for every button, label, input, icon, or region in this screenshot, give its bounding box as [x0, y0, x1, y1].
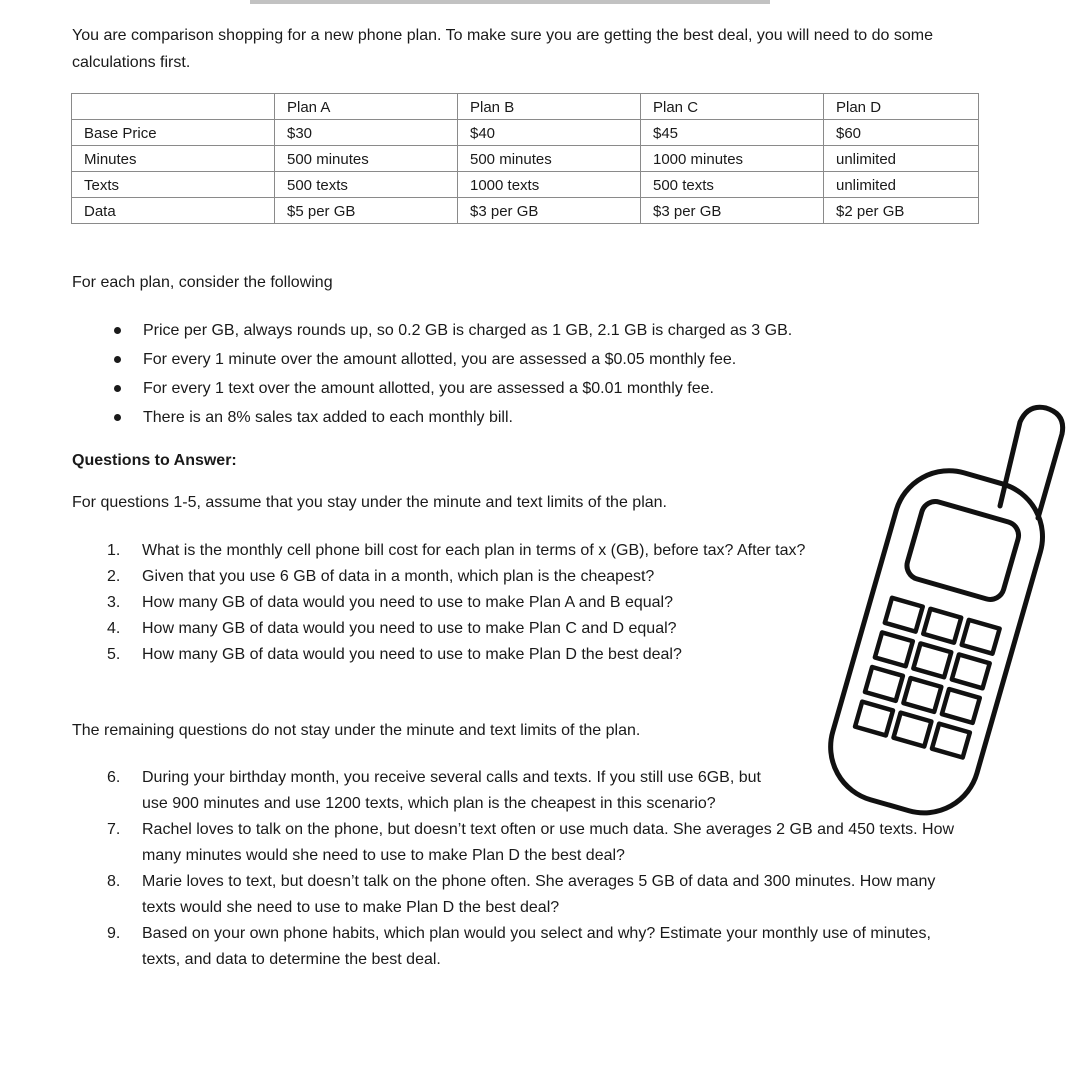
table-header-row — [72, 94, 979, 120]
question-number: 5. — [107, 646, 121, 663]
cutoff-title-fragment — [250, 0, 770, 4]
cell-phone-illustration — [810, 398, 1080, 828]
phone-screen — [904, 498, 1022, 602]
question-number: 7. — [107, 821, 121, 838]
table-row — [72, 146, 979, 172]
question-item — [107, 538, 827, 564]
table-cell: 1000 minutes — [641, 146, 824, 172]
question-number: 9. — [107, 925, 121, 942]
table-cell: unlimited — [824, 172, 979, 198]
table-cell: $40 — [458, 120, 641, 146]
questions-list-1-5 — [107, 538, 837, 668]
table-row — [72, 172, 979, 198]
table-cell: unlimited — [824, 146, 979, 172]
question-text: How many GB of data would you need to use to make Plan A and B equal? — [142, 594, 674, 611]
table-cell: $2 per GB — [824, 198, 979, 224]
table-cell: $5 per GB — [275, 198, 458, 224]
table-cell: 500 minutes — [275, 146, 458, 172]
table-header-cell: Plan B — [458, 94, 641, 120]
question-number: 2. — [107, 568, 121, 585]
question-item — [107, 616, 837, 642]
rule-item: For every 1 text over the amount allotted, you are assessed a $0.01 monthly fee. — [108, 374, 792, 403]
question-item — [107, 642, 837, 668]
question-text: How many GB of data would you need to use to make Plan D the best deal? — [142, 646, 682, 663]
table-cell: $45 — [641, 120, 824, 146]
table-cell: $3 per GB — [641, 198, 824, 224]
table-cell: $60 — [824, 120, 979, 146]
rule-item: Price per GB, always rounds up, so 0.2 GB is charged as 1 GB, 2.1 GB is charged as 3 GB. — [108, 316, 792, 345]
questions-note-1-5: For questions 1-5, assume that you stay under the minute and text limits of the plan. — [72, 494, 667, 511]
table-row — [72, 198, 979, 224]
question-text: Given that you use 6 GB of data in a month, which plan is the cheapest? — [142, 568, 655, 585]
question-number: 4. — [107, 620, 121, 637]
question-text: Based on your own phone habits, which plan would you select and why? Estimate your monthly use of minutes, texts, and data to determine the best deal. — [142, 925, 931, 968]
table-cell: $3 per GB — [458, 198, 641, 224]
question-text: Rachel loves to talk on the phone, but doesn’t text often or use much data. She averages 2 GB and 450 texts. How many minutes would she need to use to make Plan D the best deal? — [142, 821, 955, 864]
question-number: 3. — [107, 594, 121, 611]
question-item — [107, 590, 837, 616]
question-number: 1. — [107, 542, 121, 559]
table-cell: 500 minutes — [458, 146, 641, 172]
table-cell: Minutes — [72, 146, 275, 172]
question-item — [107, 869, 972, 921]
table-cell: 500 texts — [641, 172, 824, 198]
table-cell: Texts — [72, 172, 275, 198]
questions-note-remaining: The remaining questions do not stay under the minute and text limits of the plan. — [72, 722, 641, 739]
phone-keypad — [855, 598, 1000, 758]
table-header-cell: Plan D — [824, 94, 979, 120]
table-cell: $30 — [275, 120, 458, 146]
question-text: Marie loves to text, but doesn’t talk on the phone often. She averages 5 GB of data and 300 minutes. How many texts would she need to use to make Plan D the best deal? — [142, 873, 936, 916]
question-text: What is the monthly cell phone bill cost for each plan in terms of x (GB), before tax? After tax? — [142, 542, 806, 559]
table-cell: Base Price — [72, 120, 275, 146]
questions-heading: Questions to Answer: — [72, 452, 237, 469]
phone-body — [818, 458, 1056, 826]
table-cell: Data — [72, 198, 275, 224]
question-number: 8. — [107, 873, 121, 890]
consider-heading: For each plan, consider the following — [72, 274, 333, 291]
intro-paragraph: You are comparison shopping for a new phone plan. To make sure you are getting the best deal, you will need to do some calculations first. — [72, 27, 933, 71]
table-header-cell — [72, 94, 275, 120]
table-header-cell: Plan C — [641, 94, 824, 120]
question-item — [107, 921, 972, 973]
question-item — [107, 564, 837, 590]
question-text: During your birthday month, you receive several calls and texts. If you still use 6GB, but use 900 minutes and use 1200 texts, which plan is the cheapest in this scenario? — [142, 769, 761, 812]
rule-item: For every 1 minute over the amount allotted, you are assessed a $0.05 monthly fee. — [108, 345, 792, 374]
table-cell: 1000 texts — [458, 172, 641, 198]
table-header-cell: Plan A — [275, 94, 458, 120]
plan-comparison-table — [71, 93, 979, 224]
rule-item: There is an 8% sales tax added to each monthly bill. — [108, 403, 792, 432]
question-text: How many GB of data would you need to use to make Plan C and D equal? — [142, 620, 677, 637]
rules-list — [108, 316, 792, 432]
question-number: 6. — [107, 769, 121, 786]
table-row — [72, 120, 979, 146]
table-cell: 500 texts — [275, 172, 458, 198]
